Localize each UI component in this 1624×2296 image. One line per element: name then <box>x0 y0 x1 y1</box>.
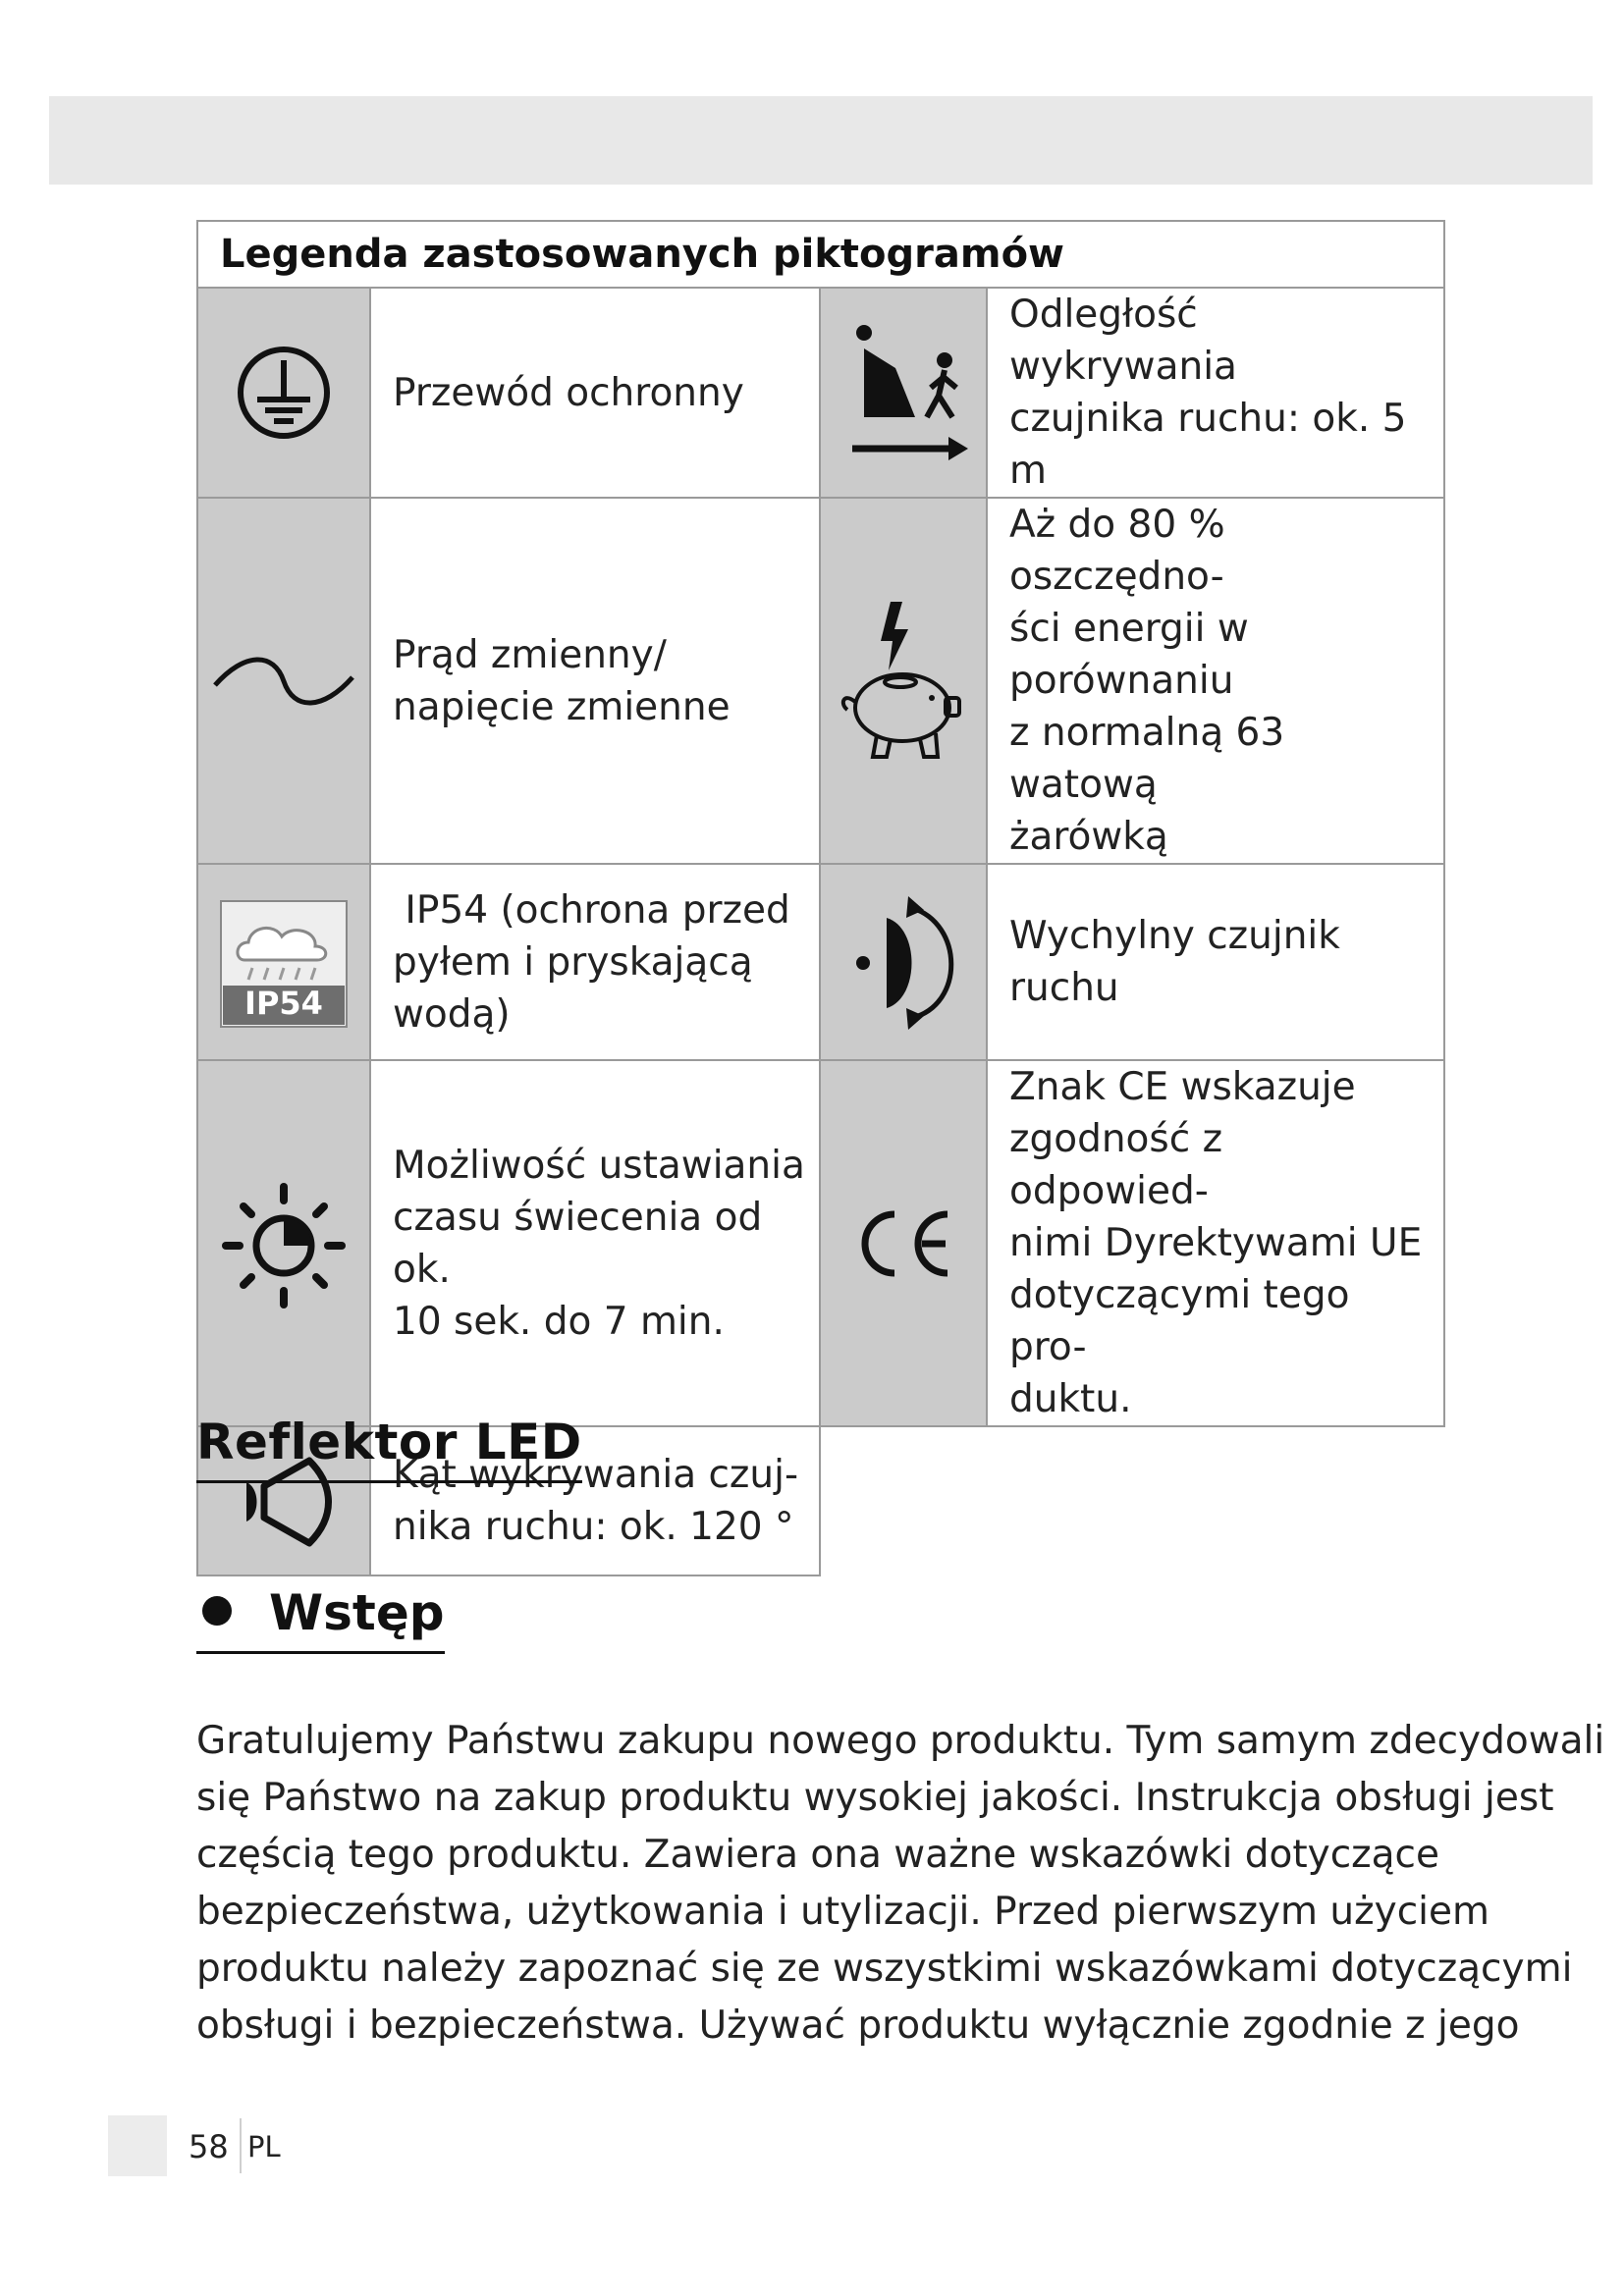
legend-text-energy-saving <box>987 498 1444 864</box>
legend-text-line: Prąd zmienny/ <box>393 632 667 677</box>
legend-text-line: zgodność z odpowied- <box>1009 1117 1223 1213</box>
paragraph-line: bezpieczeństwa, użytkowania i utylizacji. Przed pierwszym użyciem <box>196 1890 1489 1934</box>
legend-text-line: Odległość wykrywania <box>1009 293 1237 389</box>
legend-icon-cell <box>820 498 987 864</box>
legend-icon-cell <box>197 498 370 864</box>
subsection-title: Wstęp <box>269 1584 445 1641</box>
legend-text-line: z normalną 63 watową <box>1009 711 1285 807</box>
legend-text-line: Możliwość ustawiania <box>393 1143 805 1188</box>
legend-text-line: wodą) <box>393 991 511 1037</box>
legend-title: Legenda zastosowanych piktogramów <box>197 221 1444 288</box>
legend-text-line: ści energii w porównaniu <box>1009 607 1249 703</box>
legend-text-line: nika ruchu: ok. 120 ° <box>393 1505 794 1549</box>
legend-text-ce-mark <box>987 1060 1444 1426</box>
legend-text-alternating-current <box>370 498 820 864</box>
legend-text-line: Kąt wykrywania czuj- <box>393 1453 799 1497</box>
legend-text-line: żarówką <box>1009 815 1168 859</box>
header-band <box>49 96 1593 185</box>
legend-text-line: napięcie zmienne <box>393 684 731 729</box>
section-title: Reflektor LED <box>196 1414 582 1483</box>
legend-text-line: czasu świecenia od ok. <box>393 1195 763 1292</box>
legend-text-ip54 <box>370 864 820 1060</box>
legend-icon-cell <box>820 288 987 498</box>
paragraph-line: produktu należy zapoznać się ze wszystkimi wskazówkami dotyczącymi <box>196 1947 1573 1991</box>
sun-timer-icon <box>220 1175 348 1312</box>
ce-mark-icon <box>849 1204 957 1283</box>
legend-text-line: Znak CE wskazuje <box>1009 1065 1356 1109</box>
ip54-badge: IP54 <box>244 985 323 1022</box>
legend-text-protective-conductor <box>370 288 820 498</box>
legend-text-line: Wychylny czujnik ruchu <box>1009 914 1340 1010</box>
alternating-current-icon <box>205 642 362 721</box>
legend-text-line: nimi Dyrektywami UE <box>1009 1221 1423 1265</box>
paragraph-line: obsługi i bezpieczeństwa. Używać produktu wyłącznie zgodnie z jego <box>196 2003 1520 2048</box>
intro-paragraph <box>196 1713 1605 2055</box>
subsection-heading <box>196 1584 445 1654</box>
legend-text-line: duktu. <box>1009 1377 1132 1421</box>
paragraph-line: się Państwo na zakup produktu wysokiej jakości. Instrukcja obsługi jest <box>196 1776 1554 1820</box>
legend-text-light-duration <box>370 1060 820 1426</box>
swivel-sensor-icon <box>839 888 967 1036</box>
paragraph-line: częścią tego produktu. Zawiera ona ważne wskazówki dotyczące <box>196 1833 1439 1877</box>
legend-icon-cell <box>197 864 370 1060</box>
legend-text-swivel-sensor <box>987 864 1444 1060</box>
footer-divider <box>240 2118 242 2173</box>
legend-icon-cell <box>197 1060 370 1426</box>
piggy-bank-energy-icon <box>830 588 977 774</box>
legend-text-line: pyłem i pryskającą <box>393 939 753 985</box>
protective-earth-icon <box>230 339 338 447</box>
legend-icon-cell <box>197 288 370 498</box>
detection-range-icon <box>835 309 972 476</box>
legend-icon-cell <box>820 1060 987 1426</box>
page-number: 58 <box>189 2128 229 2165</box>
legend-text-line: dotyczącymi tego pro- <box>1009 1273 1350 1369</box>
legend-text-line: 10 sek. do 7 min. <box>393 1299 725 1344</box>
pictogram-legend-table <box>196 220 1445 1576</box>
paragraph-line: Gratulujemy Państwu zakupu nowego produktu. Tym samym zdecydowali <box>196 1719 1605 1763</box>
empty-cell <box>820 1426 1444 1575</box>
legend-icon-cell <box>820 864 987 1060</box>
legend-text-line: IP54 (ochrona przed <box>393 887 790 933</box>
legend-text-line: Przewód ochronny <box>393 370 744 415</box>
bullet-icon <box>202 1596 232 1626</box>
legend-text-line: Aż do 80 % oszczędno- <box>1009 503 1225 599</box>
legend-text-detection-range <box>987 288 1444 498</box>
page-language: PL <box>247 2130 281 2163</box>
legend-text-line: czujnika ruchu: ok. 5 m <box>1009 397 1407 493</box>
footer-tab <box>108 2115 167 2176</box>
